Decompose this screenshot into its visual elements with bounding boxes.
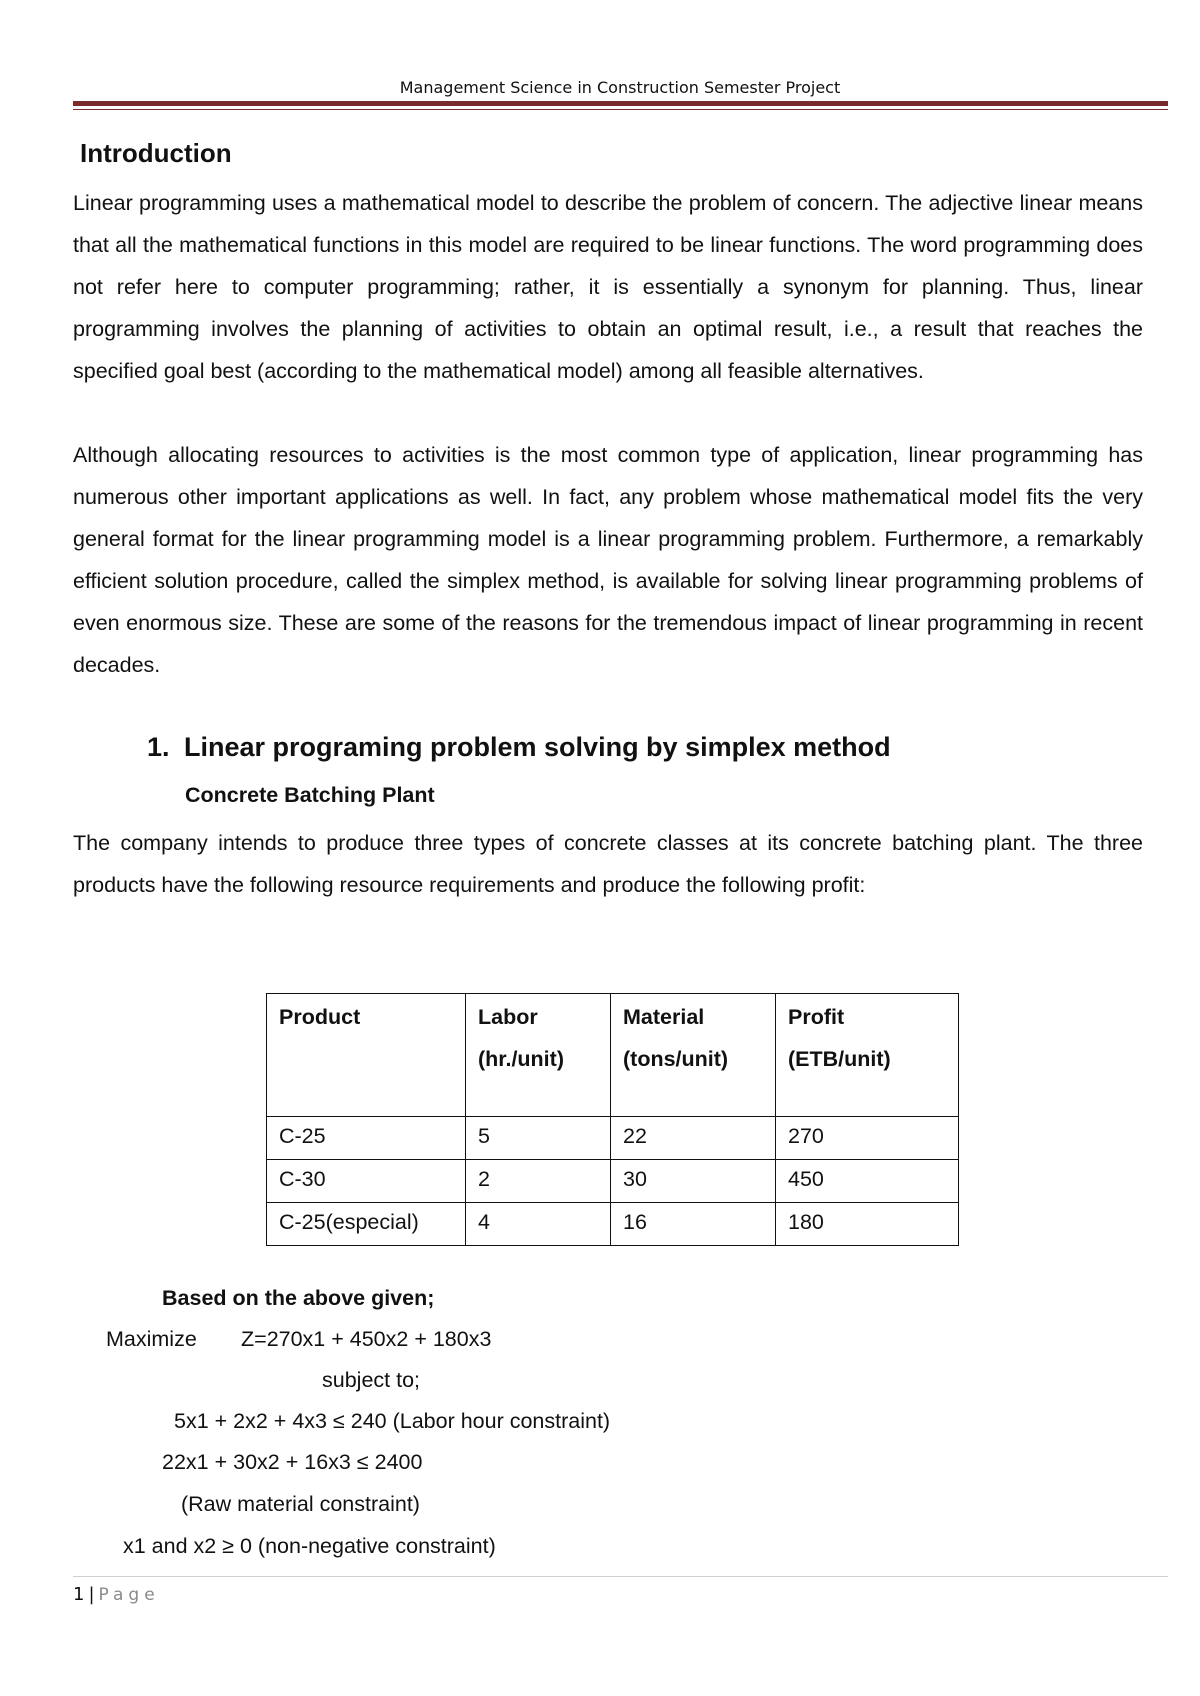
header-line-2: (ETB/unit) [788, 1047, 891, 1071]
table-header-row [267, 994, 959, 1117]
table-cell: C-30 [267, 1160, 466, 1203]
section-1-heading [147, 732, 891, 763]
resource-requirements-table [266, 993, 959, 1246]
introduction-heading: Introduction [80, 138, 232, 168]
section-1-subheading: Concrete Batching Plant [185, 783, 435, 807]
page-number: 1 [73, 1584, 85, 1605]
page-label: Page [98, 1585, 160, 1605]
header-line-1: Profit [788, 1005, 845, 1029]
labor-constraint: 5x1 + 2x2 + 4x3 ≤ 240 (Labor hour constraint) [174, 1409, 611, 1433]
header-line-1: Product [279, 1005, 361, 1029]
header-line-2: (tons/unit) [623, 1047, 729, 1071]
introduction-paragraph-1: Linear programming uses a mathematical model to describe the problem of concern. The adjective linear means that all the mathematical functions in this model are required to be linear functions. The word programming does not refer here to computer programming; rather, it is essentially a synonym for planning. Thus, linear programming involves the planning of activities to obtain an optimal result, i.e., a result that reaches the specified goal best (according to the mathematical model) among all feasible alternatives. [73, 191, 1143, 383]
table-header-cell [466, 994, 611, 1117]
header-line-2: (hr./unit) [478, 1047, 564, 1071]
table-cell: 2 [466, 1160, 611, 1203]
table-cell: 180 [776, 1203, 959, 1246]
header-rule-thin [73, 109, 1168, 110]
page-footer [73, 1584, 160, 1605]
header-rule-thick [73, 101, 1168, 106]
footer-rule [73, 1576, 1168, 1577]
header-line-1: Material [623, 1005, 705, 1029]
section-1-title: Linear programing problem solving by simplex method [184, 732, 891, 762]
table-header-cell [776, 994, 959, 1117]
table-cell: C-25 [267, 1117, 466, 1160]
section-1-paragraph: The company intends to produce three types of concrete classes at its concrete batching plant. The three products have the following resource requirements and produce the following profit: [73, 831, 1143, 897]
introduction-paragraph-2: Although allocating resources to activities is the most common type of application, linear programming has numerous other important applications as well. In fact, any problem whose mathematical model fits the very general format for the linear programming model is a linear programming problem. Furthermore, a remarkably efficient solution procedure, called the simplex method, is available for solving linear programming problems of even enormous size. These are some of the reasons for the tremendous impact of linear programming in recent decades. [73, 443, 1143, 677]
maximize-label: Maximize [106, 1327, 197, 1351]
non-negative-constraint: x1 and x2 ≥ 0 (non-negative constraint) [123, 1534, 496, 1558]
table-cell: 5 [466, 1117, 611, 1160]
table-header-cell [611, 994, 776, 1117]
table-row [267, 1160, 959, 1203]
table-cell: 22 [611, 1117, 776, 1160]
table-cell: 16 [611, 1203, 776, 1246]
table-row [267, 1117, 959, 1160]
material-constraint-note: (Raw material constraint) [181, 1492, 420, 1516]
section-1-number: 1. [147, 732, 170, 762]
table-cell: 270 [776, 1117, 959, 1160]
table-header-cell [267, 994, 466, 1117]
model-intro: Based on the above given; [162, 1286, 435, 1310]
header-line-1: Labor [478, 1005, 538, 1029]
objective-function: Z=270x1 + 450x2 + 180x3 [241, 1327, 492, 1351]
page-header-title: Management Science in Construction Semester Project [399, 78, 841, 97]
subject-to-label: subject to; [322, 1368, 420, 1392]
table-cell: 450 [776, 1160, 959, 1203]
table-cell: 30 [611, 1160, 776, 1203]
table-cell: 4 [466, 1203, 611, 1246]
table-cell: C-25(especial) [267, 1203, 466, 1246]
material-constraint: 22x1 + 30x2 + 16x3 ≤ 2400 [162, 1450, 423, 1474]
table-row [267, 1203, 959, 1246]
footer-separator: | [88, 1584, 95, 1605]
